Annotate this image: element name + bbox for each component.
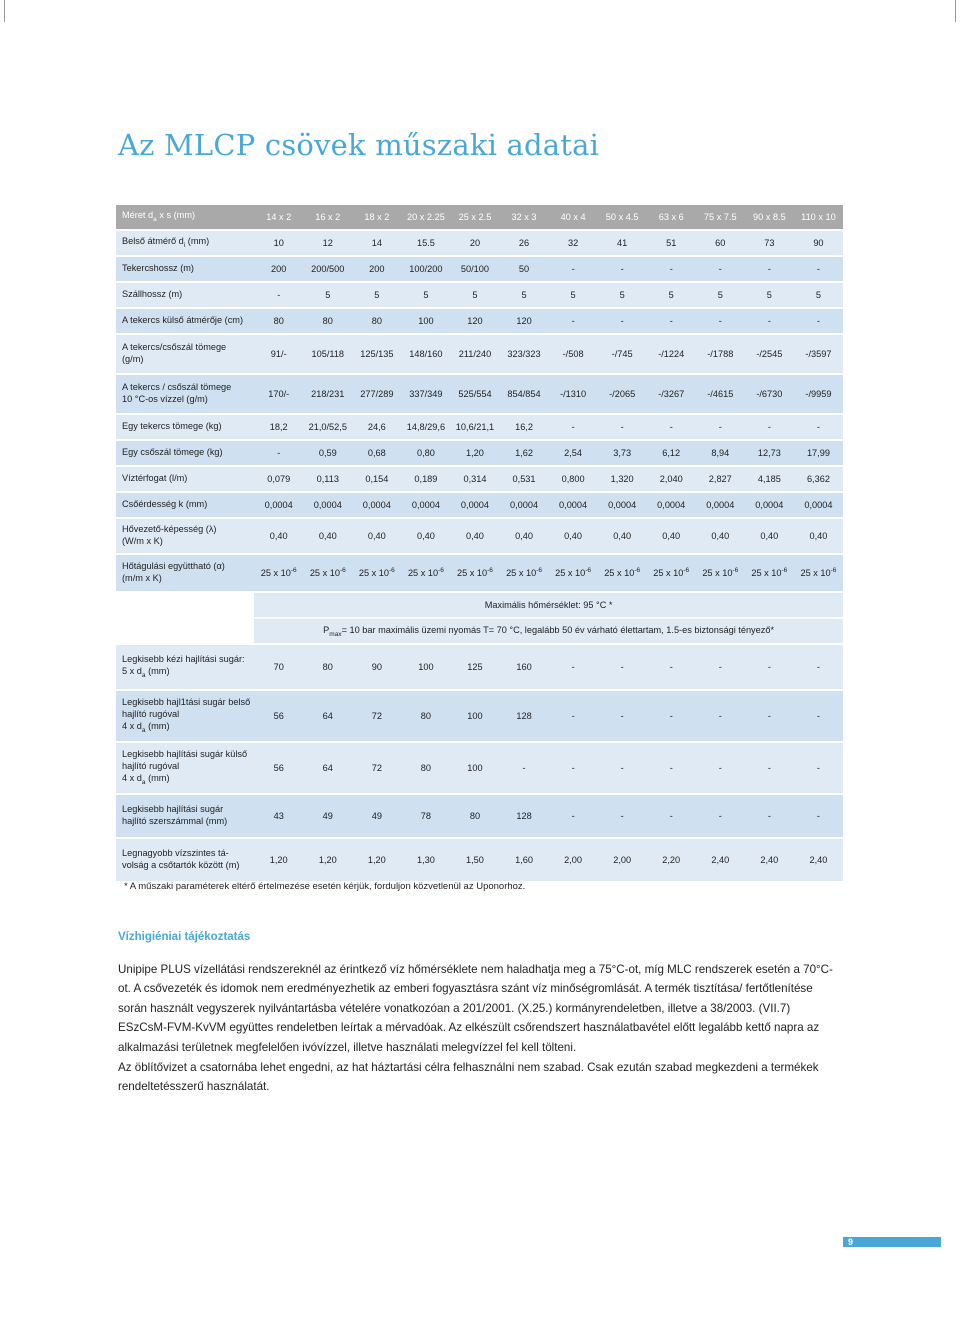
table-cell: -/4615 [696, 375, 745, 413]
table-cell: - [598, 691, 647, 741]
table-cell: 0,079 [254, 467, 303, 491]
crop-mark-top-right [955, 0, 956, 22]
table-cell: 4,185 [745, 467, 794, 491]
table-cell: 12,73 [745, 441, 794, 465]
row-label: A tekercs/csőszál tömege (g/m) [116, 335, 254, 373]
spec-table [116, 203, 843, 883]
table-cell: - [696, 691, 745, 741]
table-cell: -/1224 [647, 335, 696, 373]
table-header-row [116, 205, 843, 229]
table-cell: 80 [352, 309, 401, 333]
table-cell: 80 [303, 645, 352, 689]
table-cell: - [647, 645, 696, 689]
table-cell: 0,40 [352, 519, 401, 553]
table-cell: 50 x 4.5 [598, 205, 647, 229]
table-cell: - [745, 257, 794, 281]
table-cell: 0,40 [254, 519, 303, 553]
table-row [116, 467, 843, 491]
table-row [116, 415, 843, 439]
table-cell: 0,40 [450, 519, 499, 553]
table-cell: - [598, 415, 647, 439]
table-cell: 49 [352, 795, 401, 837]
table-cell: - [745, 795, 794, 837]
table-cell: - [254, 441, 303, 465]
table-cell: - [794, 257, 843, 281]
table-cell: -/508 [549, 335, 598, 373]
table-cell: 25 x 2.5 [450, 205, 499, 229]
table-cell: - [549, 691, 598, 741]
spec-table-body [116, 205, 843, 881]
row-label: Méret $d_a$ x s (mm) [116, 205, 254, 229]
table-cell: 25 x $10^{-6}$ [745, 555, 794, 591]
table-cell: - [794, 691, 843, 741]
table-cell: 5 [352, 283, 401, 307]
max-temperature-row-text: Maximális hőmérséklet: 95 °C * [254, 593, 843, 617]
table-cell: - [696, 645, 745, 689]
table-cell: 8,94 [696, 441, 745, 465]
table-cell: - [549, 309, 598, 333]
table-cell: 41 [598, 231, 647, 255]
table-cell: - [598, 645, 647, 689]
table-cell: 18 x 2 [352, 205, 401, 229]
row-label: Víztérfogat (l/m) [116, 467, 254, 491]
footnote: * A műszaki paraméterek eltérő értelmezése esetén kérjük, forduljon közvetlenül az Uponorhoz. [124, 881, 526, 892]
table-row [116, 839, 843, 881]
table-cell: 73 [745, 231, 794, 255]
table-cell: 1,60 [500, 839, 549, 881]
table-cell: 5 [549, 283, 598, 307]
table-row [116, 231, 843, 255]
table-cell: 2,827 [696, 467, 745, 491]
table-cell: 1,20 [352, 839, 401, 881]
table-cell: 0,0004 [549, 493, 598, 517]
row-label: Legkisebb kézi hajlítási sugár: 5 x $d_a$ (mm) [116, 645, 254, 689]
table-row [116, 441, 843, 465]
row-label: Egy tekercs tömege (kg) [116, 415, 254, 439]
table-cell: 0,40 [794, 519, 843, 553]
table-cell: - [794, 415, 843, 439]
table-cell: 70 [254, 645, 303, 689]
table-cell: - [696, 795, 745, 837]
table-cell: 1,20 [254, 839, 303, 881]
table-cell: - [696, 309, 745, 333]
table-cell: - [647, 743, 696, 793]
max-temperature-row [116, 593, 843, 617]
table-cell: 148/160 [401, 335, 450, 373]
section-title: Vízhigiéniai tájékoztatás [118, 931, 251, 943]
table-cell: - [254, 283, 303, 307]
row-label: Hővezető-képesség (λ) (W/m x K) [116, 519, 254, 553]
table-cell: - [794, 309, 843, 333]
table-cell: 100 [401, 645, 450, 689]
table-row [116, 743, 843, 793]
table-cell: 14,8/29,6 [401, 415, 450, 439]
table-cell: 64 [303, 743, 352, 793]
row-label: Hőtágulási együttható (α) (m/m x K) [116, 555, 254, 591]
table-row [116, 493, 843, 517]
table-cell: 100/200 [401, 257, 450, 281]
row-label: Belső átmérő $d_i$ (mm) [116, 231, 254, 255]
table-cell: 25 x $10^{-6}$ [500, 555, 549, 591]
row-label: Szállhossz (m) [116, 283, 254, 307]
pressure-row [116, 619, 843, 643]
table-cell: 128 [500, 795, 549, 837]
table-cell: 60 [696, 231, 745, 255]
table-cell: 16 x 2 [303, 205, 352, 229]
table-cell: -/3267 [647, 375, 696, 413]
table-cell: 90 [352, 645, 401, 689]
table-cell: 25 x $10^{-6}$ [401, 555, 450, 591]
table-cell: -/3597 [794, 335, 843, 373]
table-row [116, 795, 843, 837]
table-cell: 75 x 7.5 [696, 205, 745, 229]
row-label: Csőérdesség k (mm) [116, 493, 254, 517]
table-cell: 25 x $10^{-6}$ [303, 555, 352, 591]
table-cell: 125/135 [352, 335, 401, 373]
table-cell: 25 x $10^{-6}$ [254, 555, 303, 591]
table-cell: 1,62 [500, 441, 549, 465]
table-cell: 0,0004 [254, 493, 303, 517]
table-cell: 12 [303, 231, 352, 255]
row-label: A tekercs külső átmérője (cm) [116, 309, 254, 333]
table-cell: 218/231 [303, 375, 352, 413]
table-cell: 1,20 [303, 839, 352, 881]
table-cell: 337/349 [401, 375, 450, 413]
table-cell: 32 [549, 231, 598, 255]
table-row [116, 691, 843, 741]
table-cell: -/9959 [794, 375, 843, 413]
table-cell: -/1788 [696, 335, 745, 373]
table-cell: 0,531 [500, 467, 549, 491]
table-cell: 0,68 [352, 441, 401, 465]
table-cell: - [549, 795, 598, 837]
table-cell: - [647, 691, 696, 741]
table-cell: 63 x 6 [647, 205, 696, 229]
table-cell: 0,40 [303, 519, 352, 553]
table-cell: 72 [352, 743, 401, 793]
table-cell: 14 [352, 231, 401, 255]
table-cell: 3,73 [598, 441, 647, 465]
table-cell: - [647, 309, 696, 333]
table-cell: 2,00 [549, 839, 598, 881]
table-cell: 5 [401, 283, 450, 307]
table-cell: 0,40 [549, 519, 598, 553]
table-cell: - [696, 415, 745, 439]
table-cell: - [745, 415, 794, 439]
table-cell: - [549, 257, 598, 281]
table-cell: 49 [303, 795, 352, 837]
table-cell: - [598, 743, 647, 793]
table-cell: 25 x $10^{-6}$ [647, 555, 696, 591]
table-cell: 20 [450, 231, 499, 255]
table-cell: 40 x 4 [549, 205, 598, 229]
paragraph-1: Unipipe PLUS vízellátási rendszereknél az érintkező víz hőmérséklete nem haladhatja meg a 75°C-ot, míg MLC rendszerek esetén a 70°C-ot. A csővezeték és idomok nem eredményezhetik az emberi fogyasztásra szánt víz minőségromlását. A termék tisztítása/ fertőtlenítése során használt vegyszerek nyilvántartásba vételére vonatkozóan a 201/2001. (X.25.) kormányrendeletben, illetve a 38/2003. (VII.7) ESzCsM-FVM-KvVM együttes rendeletben leírtak a mérvadóak. Az elkészült csőrendszert használatbavétel előtt legalább kettő napra az alkalmazási területnek megfelelően ivóvízzel, illetve használati melegvízzel fel kell tölteni. [118, 963, 833, 1054]
table-cell: 200 [352, 257, 401, 281]
table-cell: 64 [303, 691, 352, 741]
table-cell: 525/554 [450, 375, 499, 413]
table-cell: - [794, 645, 843, 689]
table-cell: 170/- [254, 375, 303, 413]
table-row [116, 375, 843, 413]
row-label: Legkisebb hajl1tási sugár belső hajlító rugóval 4 x $d_a$ (mm) [116, 691, 254, 741]
table-cell: 200 [254, 257, 303, 281]
table-cell: 160 [500, 645, 549, 689]
table-cell: 56 [254, 743, 303, 793]
table-cell: 0,0004 [598, 493, 647, 517]
table-cell: 100 [450, 743, 499, 793]
table-cell: 90 [794, 231, 843, 255]
table-cell: 0,0004 [745, 493, 794, 517]
table-cell: 0,40 [696, 519, 745, 553]
pressure-row-text: $P_{max}= 10$ bar maximális üzemi nyomás T= 70 °C, legalább 50 év várható élettartam, 1.5-es biztonsági tényező* [254, 619, 843, 643]
table-cell: 80 [401, 743, 450, 793]
table-cell: - [549, 645, 598, 689]
table-cell: 17,99 [794, 441, 843, 465]
table-cell: 0,0004 [303, 493, 352, 517]
table-cell: -/6730 [745, 375, 794, 413]
table-cell: - [794, 795, 843, 837]
table-cell: - [794, 743, 843, 793]
table-cell: 0,0004 [450, 493, 499, 517]
table-cell: - [745, 645, 794, 689]
table-cell: 16,2 [500, 415, 549, 439]
table-cell: 0,0004 [500, 493, 549, 517]
table-cell: 0,800 [549, 467, 598, 491]
table-cell: 25 x $10^{-6}$ [598, 555, 647, 591]
table-cell: 110 x 10 [794, 205, 843, 229]
table-cell: 1,30 [401, 839, 450, 881]
table-cell: -/1310 [549, 375, 598, 413]
table-cell: -/2065 [598, 375, 647, 413]
table-cell: - [745, 691, 794, 741]
table-cell: - [598, 309, 647, 333]
table-cell: 2,54 [549, 441, 598, 465]
table-cell: 5 [696, 283, 745, 307]
table-cell: - [745, 309, 794, 333]
table-row [116, 335, 843, 373]
table-cell: 10 [254, 231, 303, 255]
table-cell: 5 [598, 283, 647, 307]
table-cell: 6,362 [794, 467, 843, 491]
table-cell: 56 [254, 691, 303, 741]
table-cell: 2,40 [745, 839, 794, 881]
table-row [116, 519, 843, 553]
table-cell: 323/323 [500, 335, 549, 373]
table-cell: - [647, 415, 696, 439]
table-cell: 105/118 [303, 335, 352, 373]
table-cell: 25 x $10^{-6}$ [450, 555, 499, 591]
table-cell: 0,113 [303, 467, 352, 491]
table-cell: -/2545 [745, 335, 794, 373]
table-cell: 0,0004 [352, 493, 401, 517]
table-cell: 2,40 [696, 839, 745, 881]
table-row [116, 645, 843, 689]
row-label: Legkisebb hajlítási sugár külső hajlító rugóval 4 x $d_a$ (mm) [116, 743, 254, 793]
page-title: Az MLCP csövek műszaki adatai [118, 128, 600, 162]
table-cell: 200/500 [303, 257, 352, 281]
table-cell: 80 [303, 309, 352, 333]
table-cell: - [647, 795, 696, 837]
table-cell: 15.5 [401, 231, 450, 255]
table-cell: 26 [500, 231, 549, 255]
row-label: Legkisebb hajlítási sugár hajlító szerszámmal (mm) [116, 795, 254, 837]
table-cell: 5 [647, 283, 696, 307]
table-cell: 6,12 [647, 441, 696, 465]
table-cell: 20 x 2.25 [401, 205, 450, 229]
table-cell: 120 [500, 309, 549, 333]
table-cell: 25 x $10^{-6}$ [549, 555, 598, 591]
table-cell: 1,20 [450, 441, 499, 465]
table-row [116, 257, 843, 281]
table-cell: 32 x 3 [500, 205, 549, 229]
table-cell: 43 [254, 795, 303, 837]
table-cell: 51 [647, 231, 696, 255]
table-cell: 5 [450, 283, 499, 307]
table-row [116, 283, 843, 307]
table-cell: - [745, 743, 794, 793]
table-cell: 0,40 [598, 519, 647, 553]
table-cell: - [598, 795, 647, 837]
row-label: Legnagyobb vízszintes tá- volság a csőtartók között (m) [116, 839, 254, 881]
table-cell: 2,040 [647, 467, 696, 491]
table-cell: 5 [745, 283, 794, 307]
table-cell: - [598, 257, 647, 281]
table-cell: 125 [450, 645, 499, 689]
blank-cell [116, 593, 254, 617]
page-number: 9 [843, 1237, 941, 1247]
table-cell: 50/100 [450, 257, 499, 281]
table-cell: 0,80 [401, 441, 450, 465]
table-cell: 0,40 [500, 519, 549, 553]
table-row [116, 555, 843, 591]
table-cell: 5 [794, 283, 843, 307]
table-cell: - [500, 743, 549, 793]
table-cell: 128 [500, 691, 549, 741]
table-cell: 277/289 [352, 375, 401, 413]
table-cell: 0,0004 [696, 493, 745, 517]
table-cell: - [549, 743, 598, 793]
row-label: A tekercs / csőszál tömege 10 °C-os vízzel (g/m) [116, 375, 254, 413]
table-cell: 90 x 8.5 [745, 205, 794, 229]
table-cell: 1,320 [598, 467, 647, 491]
table-cell: 80 [401, 691, 450, 741]
table-cell: 5 [303, 283, 352, 307]
table-cell: 91/- [254, 335, 303, 373]
table-cell: 78 [401, 795, 450, 837]
table-cell: 0,40 [745, 519, 794, 553]
table-cell: 24,6 [352, 415, 401, 439]
table-cell: -/745 [598, 335, 647, 373]
table-cell: 80 [254, 309, 303, 333]
table-cell: 854/854 [500, 375, 549, 413]
paragraph-2: Az öblítővizet a csatornába lehet engedni, az hat háztartási célra felhasználni nem szabad. Csak ezután szabad megkezdeni a termékek rendeltetésszerű használatát. [118, 1061, 819, 1094]
table-cell: - [549, 415, 598, 439]
table-cell: 100 [450, 691, 499, 741]
row-label: Tekercshossz (m) [116, 257, 254, 281]
table-cell: 14 x 2 [254, 205, 303, 229]
table-cell: - [696, 743, 745, 793]
table-cell: 5 [500, 283, 549, 307]
table-cell: 0,40 [401, 519, 450, 553]
crop-mark-top-left [4, 0, 5, 22]
table-cell: - [696, 257, 745, 281]
table-cell: 0,314 [450, 467, 499, 491]
table-cell: 0,0004 [401, 493, 450, 517]
table-cell: - [647, 257, 696, 281]
table-cell: 0,189 [401, 467, 450, 491]
table-cell: 211/240 [450, 335, 499, 373]
table-cell: 21,0/52,5 [303, 415, 352, 439]
table-cell: 2,00 [598, 839, 647, 881]
table-cell: 1,50 [450, 839, 499, 881]
table-cell: 0,40 [647, 519, 696, 553]
table-cell: 25 x $10^{-6}$ [696, 555, 745, 591]
table-cell: 100 [401, 309, 450, 333]
table-cell: 120 [450, 309, 499, 333]
table-cell: 72 [352, 691, 401, 741]
table-cell: 25 x $10^{-6}$ [794, 555, 843, 591]
table-cell: 10,6/21,1 [450, 415, 499, 439]
table-cell: 0,0004 [647, 493, 696, 517]
table-cell: 0,59 [303, 441, 352, 465]
table-cell: 50 [500, 257, 549, 281]
table-row [116, 309, 843, 333]
table-cell: 0,154 [352, 467, 401, 491]
table-cell: 0,0004 [794, 493, 843, 517]
table-cell: 2,20 [647, 839, 696, 881]
table-cell: 2,40 [794, 839, 843, 881]
table-cell: 25 x $10^{-6}$ [352, 555, 401, 591]
table-cell: 80 [450, 795, 499, 837]
row-label: Egy csőszál tömege (kg) [116, 441, 254, 465]
blank-cell [116, 619, 254, 643]
table-cell: 18,2 [254, 415, 303, 439]
